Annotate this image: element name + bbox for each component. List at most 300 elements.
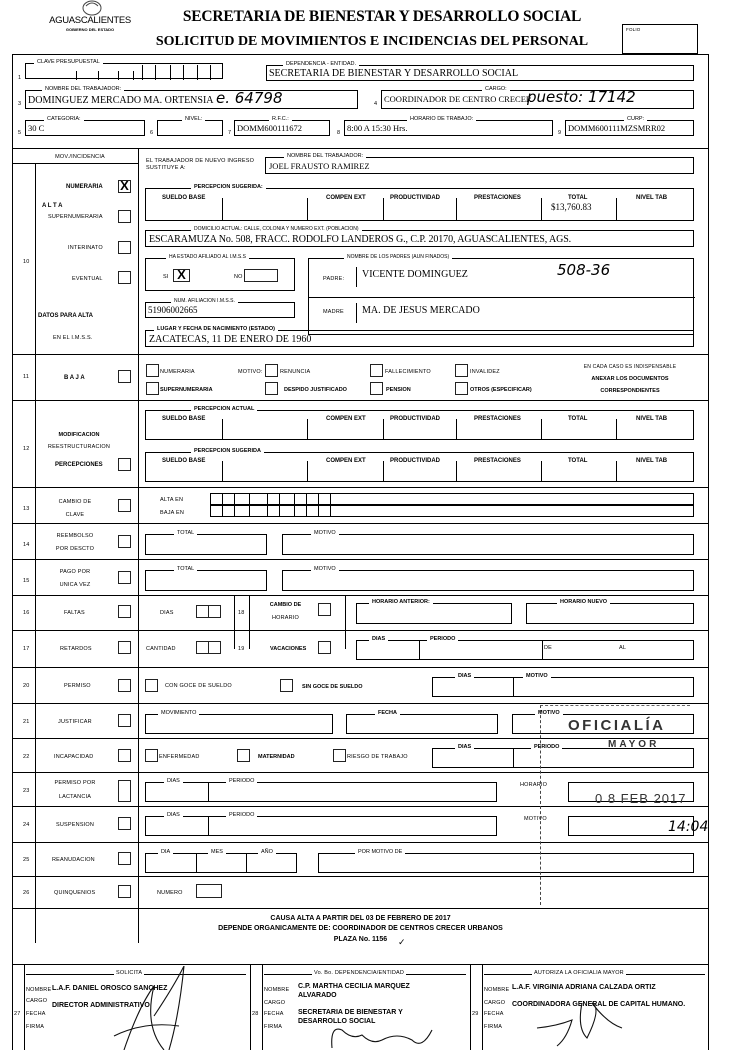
divider [12, 559, 709, 560]
nombre-label: NOMBRE [484, 987, 510, 993]
pago-label-2: UNICA VEZ [59, 582, 91, 588]
vacaciones-label: VACACIONES [270, 646, 307, 652]
horario-anterior-field[interactable] [356, 599, 512, 624]
periodo-label: PERIODO [226, 812, 257, 818]
firma-label: FIRMA [264, 1024, 283, 1030]
faltas-checkbox[interactable] [118, 605, 131, 618]
row-number: 28 [252, 1011, 259, 1017]
nivel-field[interactable] [157, 116, 223, 136]
divider [12, 703, 709, 704]
permiso-checkbox[interactable] [118, 679, 131, 692]
baja-numeraria-label: NUMERARIA [160, 369, 195, 375]
pago-label-1: PAGO POR [59, 569, 91, 575]
otros-label: OTROS (ESPECIFICAR) [470, 387, 532, 393]
percepcion-sugerida-label: PERCEPCION SUGERIDA [191, 448, 264, 454]
signature-block-vobo [262, 966, 470, 1050]
sueldo-base-label: SUELDO BASE [162, 195, 206, 201]
baja-checkbox[interactable] [118, 370, 131, 383]
dias-label: DIAS [164, 778, 183, 784]
modificacion-checkbox[interactable] [118, 458, 131, 471]
prestaciones-label: PRESTACIONES [474, 458, 521, 464]
nivel-tab-label: NIVEL TAB [636, 458, 668, 464]
row-number: 20 [23, 683, 30, 689]
cargo-label: CARGO [264, 1000, 286, 1006]
logo-text: AGUASCALIENTES [49, 15, 131, 26]
faltas-label: FALTAS [64, 610, 85, 616]
justificar-checkbox[interactable] [118, 714, 131, 727]
numero-box[interactable] [196, 884, 222, 898]
suspension-checkbox[interactable] [118, 817, 131, 830]
movimiento-label: MOVIMIENTO [158, 710, 199, 716]
logo-subtext: GOBIERNO DEL ESTADO [65, 27, 115, 32]
motivo-label: MOTIVO [311, 530, 339, 536]
motivo-label: MOTIVO [523, 673, 551, 679]
incapacidad-label: INCAPACIDAD [54, 754, 94, 760]
productividad-label: PRODUCTIVIDAD [390, 458, 441, 464]
fecha-label: FECHA [375, 710, 400, 716]
reembolso-label-1: REEMBOLSO [56, 533, 94, 539]
sin-goce-label: SIN GOCE DE SUELDO [302, 684, 363, 690]
curp-label: CURP: [624, 116, 647, 122]
motivo-label: MOTIVO: [238, 369, 263, 375]
otros-checkbox[interactable] [455, 382, 468, 395]
lactancia-group [145, 778, 497, 802]
signature-scribble [84, 966, 204, 1050]
reembolso-total-field[interactable] [145, 530, 267, 555]
motivo-label: MOTIVO [311, 566, 339, 572]
divider [12, 487, 709, 488]
signature-block-autoriza [482, 966, 709, 1050]
curp-value: DOMM600111MZSMRR02 [568, 123, 666, 133]
percepcion-actual-label: PERCEPCION ACTUAL [191, 406, 257, 412]
signer-cargo: COORDINADORA GENERAL DE CAPITAL HUMANO. [512, 1001, 686, 1008]
divider [345, 595, 346, 649]
page-title: SECRETARIA DE BIENESTAR Y DESARROLLO SOCIAL [182, 8, 582, 25]
anio-label: AÑO [258, 849, 276, 855]
row-number: 1 [18, 75, 22, 81]
lugar-nacimiento-label: LUGAR Y FECHA DE NACIMIENTO (ESTADO) [154, 326, 278, 332]
row-number: 24 [23, 822, 30, 828]
compen-ext-label: COMPEN EXT [326, 195, 366, 201]
nombre-trabajador-field[interactable] [25, 86, 358, 109]
quinquenios-checkbox[interactable] [118, 885, 131, 898]
row-number: 13 [23, 506, 30, 512]
periodo-label: PERIODO [226, 778, 257, 784]
suspension-group [145, 812, 497, 836]
row-number: 15 [23, 578, 30, 584]
row-number: 25 [23, 857, 30, 863]
row-number: 22 [23, 754, 30, 760]
signer-dependencia: SECRETARIA DE BIENESTAR Y DESARROLLO SOCIAL [298, 1009, 403, 1025]
divider [12, 148, 709, 149]
categoria-field[interactable] [25, 116, 145, 136]
row-number: 27 [14, 1011, 21, 1017]
divider [12, 595, 709, 596]
check-mark: X [177, 267, 186, 282]
sustituye-label: EL TRABAJADOR DE NUEVO INGRESO SUSTITUYE A: [146, 158, 255, 171]
reembolso-label-2: POR DESCTO [55, 546, 95, 552]
periodo-label: PERIODO [427, 636, 458, 642]
padre-value: VICENTE DOMINGUEZ [362, 269, 468, 280]
pago-motivo-field[interactable] [282, 566, 694, 591]
percepcion-sugerida-group [145, 184, 694, 221]
cargo-label: CARGO [484, 1000, 506, 1006]
cambio-clave-label-2: CLAVE [65, 512, 85, 518]
no-checkbox[interactable] [244, 269, 278, 282]
numeraria-checkbox[interactable] [118, 180, 131, 193]
invalidez-checkbox[interactable] [455, 364, 468, 377]
dias-label: DIAS [164, 812, 183, 818]
row-number: 19 [238, 646, 245, 652]
cambio-clave-checkbox[interactable] [118, 499, 131, 512]
dependencia-field[interactable] [266, 61, 694, 81]
supernumeraria-label: SUPERNUMERARIA [48, 214, 103, 220]
divider [12, 908, 709, 909]
retardos-cantidad-box-2[interactable] [208, 641, 221, 654]
dias-label: DIAS [369, 636, 388, 642]
motivo-label: MOTIVO [535, 710, 563, 716]
divider [138, 148, 139, 943]
signature-scribble [322, 1010, 442, 1050]
justificar-label: JUSTIFICAR [58, 719, 92, 725]
incapacidad-checkbox[interactable] [118, 749, 131, 762]
fallecimiento-label: FALLECIMIENTO [385, 369, 431, 375]
horario-nuevo-field[interactable] [526, 599, 694, 624]
vacaciones-group [356, 636, 694, 660]
horario-nuevo-label: HORARIO NUEVO [557, 599, 610, 605]
fecha-label: FECHA [484, 1011, 504, 1017]
firma-label: FIRMA [26, 1024, 45, 1030]
percepcion-actual-group [145, 406, 694, 440]
row-number: 6 [150, 130, 154, 136]
divider [12, 400, 709, 401]
numero-label: NUMERO [157, 890, 183, 896]
domicilio-value: ESCARAMUZA No. 508, FRACC. RODOLFO LANDEROS G., C.P. 20170, AGUASCALIENTES, AGS. [149, 234, 572, 245]
row-number: 16 [23, 610, 30, 616]
clave-digit-boxes [25, 65, 223, 80]
nombre-sustituido-value: JOEL FRAUSTO RAMIREZ [269, 161, 370, 171]
afiliado-imss-label: HA ESTADO AFILIADO AL I.M.S.S [166, 254, 249, 260]
afiliacion-imss-label: NUM. AFILIACION I.M.S.S. [171, 298, 238, 304]
percepcion-sugerida-label: PERCEPCION SUGERIDA: [191, 184, 266, 190]
modificacion-label: MODIFICACION [58, 432, 100, 438]
numeraria-label: NUMERARIA [66, 184, 103, 190]
firma-label: FIRMA [484, 1024, 503, 1030]
no-label: NO [234, 274, 243, 280]
row-number: 17 [23, 646, 30, 652]
lactancia-label-1: PERMISO POR [54, 780, 96, 786]
riesgo-checkbox[interactable] [333, 749, 346, 762]
con-goce-checkbox[interactable] [145, 679, 158, 692]
rfc-field[interactable] [234, 116, 330, 136]
pension-label: PENSION [386, 387, 411, 393]
categoria-label: CATEGORIA: [44, 116, 84, 122]
padres-label: NOMBRE DE LOS PADRES (AUN FINADOS) [344, 254, 452, 260]
prestaciones-label: PRESTACIONES [474, 195, 521, 201]
horario-trabajo-field[interactable] [344, 116, 553, 136]
alta-label: A L T A [42, 203, 63, 209]
interinato-label: INTERINATO [68, 245, 103, 251]
stamp-line-2: MAYOR [608, 739, 660, 750]
maternidad-label: MATERNIDAD [258, 754, 295, 760]
total-label: TOTAL [568, 458, 588, 464]
folio-label: FOLIO [626, 27, 641, 32]
pension-checkbox[interactable] [370, 382, 383, 395]
total-value: $13,760.83 [551, 202, 592, 212]
row-number: 11 [23, 374, 30, 380]
total-label: TOTAL [174, 566, 197, 572]
movimiento-field[interactable] [145, 710, 333, 734]
con-goce-label: CON GOCE DE SUELDO [165, 683, 232, 689]
prestaciones-label: PRESTACIONES [474, 416, 521, 422]
madre-value: MA. DE JESUS MERCADO [362, 305, 480, 316]
checkmark-icon: ✓ [398, 937, 406, 947]
despido-checkbox[interactable] [265, 382, 278, 395]
de-label: DE [544, 645, 553, 651]
percepcion-sugerida-mod-group [145, 448, 694, 482]
motivo-label: MOTIVO [524, 816, 547, 822]
signature-title: SOLICITA [116, 970, 143, 976]
row-number: 23 [23, 788, 30, 794]
faltas-dias-box-2[interactable] [208, 605, 221, 618]
baja-numeraria-checkbox[interactable] [146, 364, 159, 377]
baja-note-1: EN CADA CASO ES INDISPENSABLE [583, 364, 677, 370]
domicilio-field[interactable] [145, 226, 694, 247]
compen-ext-label: COMPEN EXT [326, 458, 366, 464]
signer-name: C.P. MARTHA CECILIA MARQUEZ ALVARADO [298, 983, 410, 999]
clave-label: CLAVE PRESUPUESTAL [34, 59, 103, 65]
quinquenios-label: QUINQUENIOS [54, 890, 96, 896]
dias-label: DIAS [160, 610, 174, 616]
causa-line-2: DEPENDE ORGANICAMENTE DE: COORDINADOR DE CENTROS CRECER URBANOS [218, 925, 503, 932]
periodo-label: PERIODO [531, 744, 562, 750]
divider [12, 354, 709, 355]
al-label: AL [619, 645, 627, 651]
permiso-group [432, 673, 694, 697]
sueldo-base-label: SUELDO BASE [162, 458, 206, 464]
compen-ext-label: COMPEN EXT [326, 416, 366, 422]
clave-grid [210, 493, 350, 517]
maternidad-checkbox[interactable] [237, 749, 250, 762]
riesgo-label: RIESGO DE TRABAJO [347, 754, 408, 760]
lactancia-checkbox[interactable] [118, 780, 131, 802]
reanudacion-label: REANUDACION [52, 857, 95, 863]
retardos-checkbox[interactable] [118, 641, 131, 654]
mes-label: MES [208, 849, 226, 855]
horario-trabajo-value: 8:00 A 15:30 Hrs. [347, 123, 408, 133]
divider [12, 667, 709, 668]
coat-of-arms-icon [77, 0, 107, 16]
cargo-label: CARGO: [482, 86, 510, 92]
row-number: 12 [23, 446, 30, 452]
row-number: 9 [558, 130, 562, 136]
horario-label: HORARIO [520, 782, 548, 788]
cargo-handwritten-note: puesto: 17142 [527, 88, 636, 106]
stamp-date: 0 8 FEB 2017 [595, 791, 687, 806]
interinato-checkbox[interactable] [118, 241, 131, 254]
row-number: 5 [18, 130, 22, 136]
curp-field[interactable] [565, 116, 694, 136]
dependencia-label: DEPENDENCIA - ENTIDAD. [283, 61, 359, 67]
cambio-horario-label-1: CAMBIO DE [269, 602, 302, 608]
imss-label: EN EL I.M.S.S. [53, 335, 93, 341]
page-subtitle: SOLICITUD DE MOVIMIENTOS E INCIDENCIAS DEL PERSONAL [155, 34, 589, 49]
productividad-label: PRODUCTIVIDAD [390, 416, 441, 422]
rfc-value: DOMM600111672 [237, 123, 303, 133]
pago-checkbox[interactable] [118, 571, 131, 584]
divider [250, 964, 251, 1050]
signer-cargo: DIRECTOR ADMINISTRATIVO [52, 1002, 150, 1009]
row-number: 21 [23, 719, 30, 725]
row-number: 7 [228, 130, 232, 136]
nivel-tab-label: NIVEL TAB [636, 195, 668, 201]
row-number: 8 [337, 130, 341, 136]
nombre-handwritten-note: e. 64798 [216, 89, 283, 107]
afiliacion-imss-value: 51906002665 [148, 305, 198, 315]
invalidez-label: INVALIDEZ [470, 369, 500, 375]
divider [470, 964, 471, 1050]
renuncia-label: RENUNCIA [280, 369, 311, 375]
nombre-sustituido-field[interactable] [265, 153, 694, 174]
eventual-label: EVENTUAL [72, 276, 103, 282]
horario-trabajo-label: HORARIO DE TRABAJO: [407, 116, 476, 122]
rfc-label: R.F.C.: [269, 116, 292, 122]
lugar-nacimiento-field[interactable] [145, 326, 694, 347]
dias-label: DIAS [455, 673, 474, 679]
reanudacion-checkbox[interactable] [118, 852, 131, 865]
fecha-label: FECHA [26, 1011, 46, 1017]
supernumeraria-checkbox[interactable] [118, 210, 131, 223]
divider [35, 163, 36, 943]
row-number: 10 [23, 259, 30, 265]
lugar-nacimiento-value: ZACATECAS, 11 DE ENERO DE 1960 [149, 334, 312, 345]
reception-stamp [540, 705, 710, 905]
renuncia-checkbox[interactable] [265, 364, 278, 377]
horario-anterior-label: HORARIO ANTERIOR: [369, 599, 433, 605]
causa-line-3: PLAZA No. 1156 [333, 936, 388, 943]
despido-label: DESPIDO JUSTIFICADO [284, 387, 347, 393]
enfermedad-label: ENFERMEDAD [159, 754, 200, 760]
nivel-label: NIVEL: [182, 116, 205, 122]
total-label: TOTAL [174, 530, 197, 536]
mov-incidencia-label: MOV./INCIDENCIA [55, 154, 105, 160]
signature-block-solicita [24, 966, 250, 1050]
categoria-value: 30 C [28, 123, 45, 133]
stamp-handwritten-time: 14:04 [668, 819, 709, 835]
motivo-label: POR MOTIVO DE [355, 849, 405, 855]
row-number: 3 [18, 101, 22, 107]
cargo-value: COORDINADOR DE CENTRO CRECER [384, 94, 532, 104]
stamp-line-1: OFICIALÍA [568, 717, 666, 734]
reestructuracion-label: REESTRUCTURACION [47, 444, 111, 450]
datos-alta-label: DATOS PARA ALTA [38, 313, 93, 319]
alta-en-label: ALTA EN [160, 497, 184, 503]
signer-name: L.A.F. DANIEL OROSCO SANCHEZ [52, 985, 168, 992]
fallecimiento-checkbox[interactable] [370, 364, 383, 377]
baja-note-3: CORRESPONDIENTES [600, 388, 660, 394]
signature-title: Vo. Bo. DEPENDENCIA/ENTIDAD [314, 970, 405, 976]
nombre-label: NOMBRE [264, 987, 290, 993]
domicilio-label: DOMICILIO ACTUAL: CALLE, COLONIA Y NUMERO EXT. (POBLACION) [191, 226, 362, 232]
causa-line-1: CAUSA ALTA A PARTIR DEL 03 DE FEBRERO DE 2017 [270, 915, 451, 922]
padre-handwritten-note: 508-36 [557, 261, 611, 279]
folio-box[interactable] [622, 24, 698, 54]
lactancia-label-2: LACTANCIA [58, 794, 92, 800]
eventual-checkbox[interactable] [118, 271, 131, 284]
row-number: 18 [238, 610, 245, 616]
cambio-clave-label-1: CAMBIO DE [58, 499, 92, 505]
signature-title: AUTORIZA LA OFICIALIA MAYOR [534, 970, 624, 976]
fecha-field[interactable] [346, 710, 498, 734]
signer-name: L.A.F. VIRGINIA ADRIANA CALZADA ORTIZ [512, 984, 656, 991]
padre-label: PADRE: [323, 276, 345, 282]
cantidad-label: CANTIDAD [146, 646, 176, 652]
baja-note-2: ANEXAR LOS DOCUMENTOS [591, 376, 669, 382]
nombre-sustituido-label: NOMBRE DEL TRABAJADOR: [284, 153, 366, 159]
total-label: TOTAL [568, 195, 588, 201]
dependencia-value: SECRETARIA DE BIENESTAR Y DESARROLLO SOCIAL [269, 68, 519, 79]
row-number: 26 [23, 890, 30, 896]
vacaciones-checkbox[interactable] [318, 641, 331, 654]
permiso-label: PERMISO [64, 683, 91, 689]
divider [12, 630, 709, 631]
cargo-label: CARGO [26, 998, 48, 1004]
divider [12, 964, 709, 965]
sueldo-base-label: SUELDO BASE [162, 416, 206, 422]
si-label: SI [163, 274, 169, 280]
baja-supernumeraria-checkbox[interactable] [146, 382, 159, 395]
afiliacion-imss-field[interactable] [145, 298, 295, 318]
cambio-horario-checkbox[interactable] [318, 603, 331, 616]
signature-scribble [532, 998, 632, 1048]
nombre-trabajador-value: DOMINGUEZ MERCADO MA. ORTENSIA [28, 95, 214, 106]
padres-group [308, 254, 694, 335]
divider [249, 595, 250, 649]
check-mark: X [120, 178, 129, 193]
sin-goce-checkbox[interactable] [280, 679, 293, 692]
dia-label: DIA [158, 849, 173, 855]
baja-supernumeraria-label: SUPERNUMERARIA [160, 387, 213, 393]
baja-en-label: BAJA EN [160, 510, 185, 516]
divider [12, 523, 709, 524]
total-label: TOTAL [568, 416, 588, 422]
nombre-trabajador-label: NOMBRE DEL TRABAJADOR: [42, 86, 124, 92]
fecha-label: FECHA [264, 1011, 284, 1017]
nivel-tab-label: NIVEL TAB [636, 416, 668, 422]
row-number: 14 [23, 542, 30, 548]
si-checkbox[interactable] [173, 269, 190, 282]
reembolso-motivo-field[interactable] [282, 530, 694, 555]
baja-label: B A J A [64, 375, 85, 381]
productividad-label: PRODUCTIVIDAD [390, 195, 441, 201]
pago-total-field[interactable] [145, 566, 267, 591]
nombre-label: NOMBRE [26, 987, 52, 993]
row-number: 29 [472, 1011, 479, 1017]
divider [234, 595, 235, 649]
retardos-label: RETARDOS [60, 646, 92, 652]
dias-label: DIAS [455, 744, 474, 750]
afiliado-imss-group [145, 254, 295, 291]
percepciones-label: PERCEPCIONES [55, 462, 103, 468]
enfermedad-checkbox[interactable] [145, 749, 158, 762]
divider [12, 163, 138, 164]
suspension-label: SUSPENSION [56, 822, 95, 828]
cargo-field[interactable] [381, 86, 694, 109]
cambio-horario-label-2: HORARIO [271, 615, 300, 621]
reembolso-checkbox[interactable] [118, 535, 131, 548]
madre-label: MADRE [323, 309, 344, 315]
state-logo [40, 0, 140, 36]
